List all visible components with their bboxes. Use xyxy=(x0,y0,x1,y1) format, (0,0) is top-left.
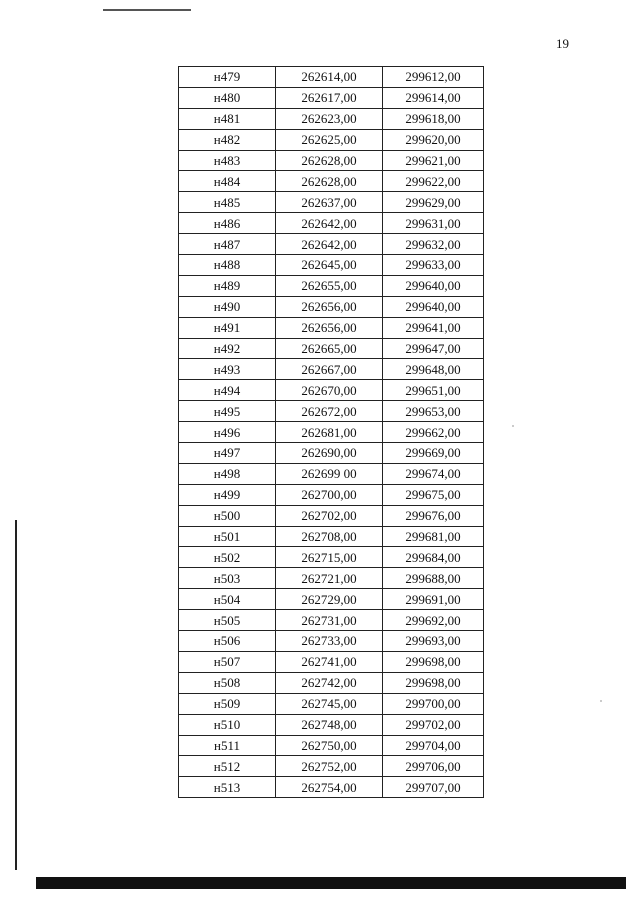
table-row xyxy=(179,275,484,296)
coordinates-table xyxy=(178,66,484,798)
table-row xyxy=(179,401,484,422)
table-row xyxy=(179,735,484,756)
table-row xyxy=(179,213,484,234)
point-id-cell: н483 xyxy=(179,150,276,171)
point-id-cell: н486 xyxy=(179,213,276,234)
y-coordinate-cell: 299621,00 xyxy=(383,150,484,171)
table-row xyxy=(179,150,484,171)
x-coordinate-cell: 262733,00 xyxy=(276,631,383,652)
point-id-cell: н482 xyxy=(179,129,276,150)
x-coordinate-cell: 262667,00 xyxy=(276,359,383,380)
table-row xyxy=(179,484,484,505)
point-id-cell: н502 xyxy=(179,547,276,568)
x-coordinate-cell: 262642,00 xyxy=(276,234,383,255)
point-id-cell: н488 xyxy=(179,255,276,276)
point-id-cell: н510 xyxy=(179,714,276,735)
x-coordinate-cell: 262645,00 xyxy=(276,255,383,276)
point-id-cell: н509 xyxy=(179,693,276,714)
x-coordinate-cell: 262750,00 xyxy=(276,735,383,756)
point-id-cell: н481 xyxy=(179,108,276,129)
point-id-cell: н501 xyxy=(179,526,276,547)
page-number: 19 xyxy=(556,36,569,51)
y-coordinate-cell: 299698,00 xyxy=(383,651,484,672)
point-id-cell: н490 xyxy=(179,296,276,317)
x-coordinate-cell: 262702,00 xyxy=(276,505,383,526)
table-row xyxy=(179,338,484,359)
table-row xyxy=(179,171,484,192)
point-id-cell: н513 xyxy=(179,777,276,798)
y-coordinate-cell: 299651,00 xyxy=(383,380,484,401)
x-coordinate-cell: 262665,00 xyxy=(276,338,383,359)
y-coordinate-cell: 299633,00 xyxy=(383,255,484,276)
x-coordinate-cell: 262681,00 xyxy=(276,422,383,443)
point-id-cell: н511 xyxy=(179,735,276,756)
y-coordinate-cell: 299693,00 xyxy=(383,631,484,652)
table-row xyxy=(179,672,484,693)
point-id-cell: н484 xyxy=(179,171,276,192)
x-coordinate-cell: 262748,00 xyxy=(276,714,383,735)
x-coordinate-cell: 262715,00 xyxy=(276,547,383,568)
point-id-cell: н480 xyxy=(179,87,276,108)
table-row xyxy=(179,568,484,589)
point-id-cell: н494 xyxy=(179,380,276,401)
table-row xyxy=(179,505,484,526)
x-coordinate-cell: 262731,00 xyxy=(276,610,383,631)
x-coordinate-cell: 262754,00 xyxy=(276,777,383,798)
point-id-cell: н505 xyxy=(179,610,276,631)
point-id-cell: н503 xyxy=(179,568,276,589)
table-row xyxy=(179,67,484,88)
y-coordinate-cell: 299700,00 xyxy=(383,693,484,714)
point-id-cell: н493 xyxy=(179,359,276,380)
table-row xyxy=(179,651,484,672)
table-row xyxy=(179,443,484,464)
point-id-cell: н489 xyxy=(179,275,276,296)
scan-speck xyxy=(600,700,602,702)
x-coordinate-cell: 262690,00 xyxy=(276,443,383,464)
x-coordinate-cell: 262721,00 xyxy=(276,568,383,589)
x-coordinate-cell: 262742,00 xyxy=(276,672,383,693)
point-id-cell: н491 xyxy=(179,317,276,338)
table-row xyxy=(179,756,484,777)
y-coordinate-cell: 299614,00 xyxy=(383,87,484,108)
scan-speck xyxy=(512,425,514,427)
point-id-cell: н512 xyxy=(179,756,276,777)
x-coordinate-cell: 262699 00 xyxy=(276,463,383,484)
table-row xyxy=(179,359,484,380)
y-coordinate-cell: 299681,00 xyxy=(383,526,484,547)
y-coordinate-cell: 299674,00 xyxy=(383,463,484,484)
x-coordinate-cell: 262655,00 xyxy=(276,275,383,296)
left-margin-line xyxy=(15,520,17,870)
point-id-cell: н487 xyxy=(179,234,276,255)
x-coordinate-cell: 262617,00 xyxy=(276,87,383,108)
point-id-cell: н496 xyxy=(179,422,276,443)
point-id-cell: н495 xyxy=(179,401,276,422)
x-coordinate-cell: 262628,00 xyxy=(276,171,383,192)
y-coordinate-cell: 299629,00 xyxy=(383,192,484,213)
table-row xyxy=(179,234,484,255)
x-coordinate-cell: 262628,00 xyxy=(276,150,383,171)
point-id-cell: н497 xyxy=(179,443,276,464)
x-coordinate-cell: 262670,00 xyxy=(276,380,383,401)
x-coordinate-cell: 262614,00 xyxy=(276,67,383,88)
table-row xyxy=(179,693,484,714)
x-coordinate-cell: 262656,00 xyxy=(276,317,383,338)
table-row xyxy=(179,589,484,610)
y-coordinate-cell: 299622,00 xyxy=(383,171,484,192)
x-coordinate-cell: 262745,00 xyxy=(276,693,383,714)
point-id-cell: н485 xyxy=(179,192,276,213)
table-row xyxy=(179,108,484,129)
table-row xyxy=(179,610,484,631)
point-id-cell: н479 xyxy=(179,67,276,88)
table-row xyxy=(179,463,484,484)
y-coordinate-cell: 299648,00 xyxy=(383,359,484,380)
top-rule xyxy=(103,9,191,11)
y-coordinate-cell: 299684,00 xyxy=(383,547,484,568)
x-coordinate-cell: 262729,00 xyxy=(276,589,383,610)
table-row xyxy=(179,422,484,443)
point-id-cell: н500 xyxy=(179,505,276,526)
y-coordinate-cell: 299669,00 xyxy=(383,443,484,464)
x-coordinate-cell: 262625,00 xyxy=(276,129,383,150)
x-coordinate-cell: 262708,00 xyxy=(276,526,383,547)
y-coordinate-cell: 299620,00 xyxy=(383,129,484,150)
point-id-cell: н507 xyxy=(179,651,276,672)
table-row xyxy=(179,296,484,317)
y-coordinate-cell: 299691,00 xyxy=(383,589,484,610)
point-id-cell: н504 xyxy=(179,589,276,610)
y-coordinate-cell: 299692,00 xyxy=(383,610,484,631)
point-id-cell: н492 xyxy=(179,338,276,359)
point-id-cell: н508 xyxy=(179,672,276,693)
x-coordinate-cell: 262623,00 xyxy=(276,108,383,129)
y-coordinate-cell: 299702,00 xyxy=(383,714,484,735)
y-coordinate-cell: 299631,00 xyxy=(383,213,484,234)
point-id-cell: н506 xyxy=(179,631,276,652)
y-coordinate-cell: 299707,00 xyxy=(383,777,484,798)
x-coordinate-cell: 262700,00 xyxy=(276,484,383,505)
y-coordinate-cell: 299612,00 xyxy=(383,67,484,88)
x-coordinate-cell: 262752,00 xyxy=(276,756,383,777)
point-id-cell: н498 xyxy=(179,463,276,484)
bottom-scan-bar xyxy=(36,877,626,889)
table-row xyxy=(179,87,484,108)
y-coordinate-cell: 299640,00 xyxy=(383,296,484,317)
x-coordinate-cell: 262741,00 xyxy=(276,651,383,672)
y-coordinate-cell: 299706,00 xyxy=(383,756,484,777)
x-coordinate-cell: 262637,00 xyxy=(276,192,383,213)
table-row xyxy=(179,380,484,401)
coordinates-table-body xyxy=(179,67,484,798)
y-coordinate-cell: 299647,00 xyxy=(383,338,484,359)
y-coordinate-cell: 299675,00 xyxy=(383,484,484,505)
table-row xyxy=(179,547,484,568)
y-coordinate-cell: 299653,00 xyxy=(383,401,484,422)
y-coordinate-cell: 299704,00 xyxy=(383,735,484,756)
table-row xyxy=(179,317,484,338)
x-coordinate-cell: 262672,00 xyxy=(276,401,383,422)
y-coordinate-cell: 299698,00 xyxy=(383,672,484,693)
y-coordinate-cell: 299632,00 xyxy=(383,234,484,255)
table-row xyxy=(179,526,484,547)
y-coordinate-cell: 299640,00 xyxy=(383,275,484,296)
table-row xyxy=(179,777,484,798)
point-id-cell: н499 xyxy=(179,484,276,505)
y-coordinate-cell: 299641,00 xyxy=(383,317,484,338)
table-row xyxy=(179,631,484,652)
table-row xyxy=(179,714,484,735)
y-coordinate-cell: 299688,00 xyxy=(383,568,484,589)
table-row xyxy=(179,129,484,150)
y-coordinate-cell: 299676,00 xyxy=(383,505,484,526)
x-coordinate-cell: 262642,00 xyxy=(276,213,383,234)
table-row xyxy=(179,255,484,276)
x-coordinate-cell: 262656,00 xyxy=(276,296,383,317)
y-coordinate-cell: 299662,00 xyxy=(383,422,484,443)
y-coordinate-cell: 299618,00 xyxy=(383,108,484,129)
table-row xyxy=(179,192,484,213)
